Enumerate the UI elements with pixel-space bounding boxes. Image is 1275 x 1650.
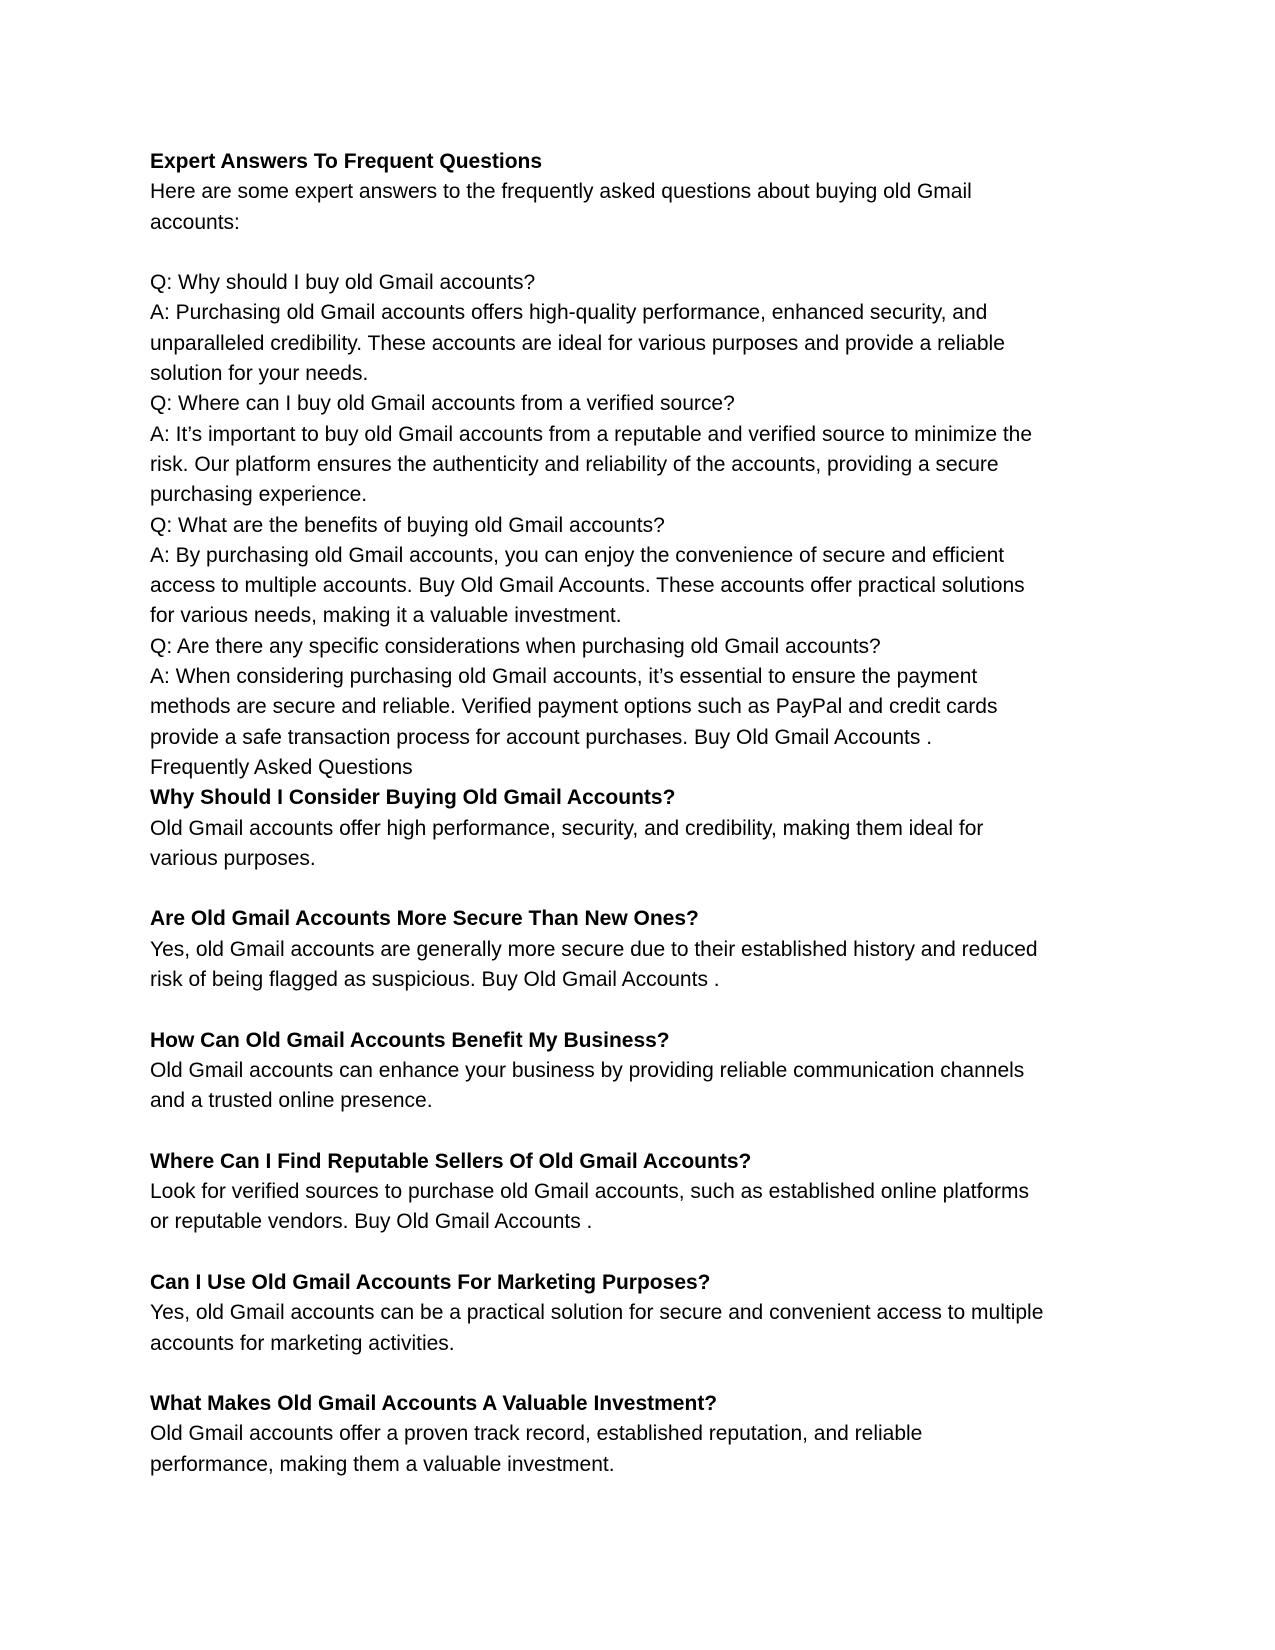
qa-answer-line: unparalleled credibility. These accounts are ideal for various purposes and provide a reliable bbox=[150, 331, 1005, 355]
qa-answer-line: A: Purchasing old Gmail accounts offers high-quality performance, enhanced security, and bbox=[150, 301, 988, 325]
document-page bbox=[150, 147, 1135, 1480]
faq-question: Where Can I Find Reputable Sellers Of Old Gmail Accounts? bbox=[150, 1149, 752, 1173]
faq-answer-line: risk of being flagged as suspicious. Buy Old Gmail Accounts . bbox=[150, 968, 720, 992]
qa-answer-line: A: It’s important to buy old Gmail accounts from a reputable and verified source to minimize the bbox=[150, 422, 1033, 446]
faq-question: Can I Use Old Gmail Accounts For Marketing Purposes? bbox=[150, 1270, 711, 1294]
qa-question: Q: Why should I buy old Gmail accounts? bbox=[150, 271, 536, 295]
qa-answer-line: risk. Our platform ensures the authenticity and reliability of the accounts, providing a secure bbox=[150, 452, 999, 476]
faq-answer-line: Old Gmail accounts offer a proven track record, established reputation, and reliable bbox=[150, 1422, 923, 1446]
qa-question: Q: Where can I buy old Gmail accounts from a verified source? bbox=[150, 392, 735, 416]
qa-answer-line: for various needs, making it a valuable investment. bbox=[150, 604, 622, 628]
faq-title: Frequently Asked Questions bbox=[150, 755, 413, 779]
faq-answer-line: or reputable vendors. Buy Old Gmail Accounts . bbox=[150, 1210, 593, 1234]
faq-question: Are Old Gmail Accounts More Secure Than New Ones? bbox=[150, 907, 699, 931]
qa-answer-line: solution for your needs. bbox=[150, 362, 369, 386]
faq-answer-line: and a trusted online presence. bbox=[150, 1089, 433, 1113]
qa-question: Q: What are the benefits of buying old Gmail accounts? bbox=[150, 513, 665, 537]
paragraph-gap bbox=[150, 238, 1135, 268]
paragraph-gap bbox=[150, 995, 1135, 1025]
qa-answer-line: access to multiple accounts. Buy Old Gmail Accounts. These accounts offer practical solutions bbox=[150, 574, 1025, 598]
qa-answer-line: purchasing experience. bbox=[150, 483, 368, 507]
paragraph-gap bbox=[150, 1238, 1135, 1268]
qa-answer-line: A: By purchasing old Gmail accounts, you can enjoy the convenience of secure and efficient bbox=[150, 543, 1005, 567]
faq-answer-line: accounts for marketing activities. bbox=[150, 1331, 455, 1355]
faq-answer-line: Yes, old Gmail accounts are generally more secure due to their established history and reduced bbox=[150, 937, 1038, 961]
faq-answer-line: Old Gmail accounts can enhance your business by providing reliable communication channels bbox=[150, 1058, 1025, 1082]
faq-answer-line: Look for verified sources to purchase old Gmail accounts, such as established online platforms bbox=[150, 1180, 1029, 1204]
intro-line: Here are some expert answers to the frequently asked questions about buying old Gmail bbox=[150, 180, 972, 204]
paragraph-gap bbox=[150, 874, 1135, 904]
faq-question: How Can Old Gmail Accounts Benefit My Business? bbox=[150, 1028, 670, 1052]
faq-question: What Makes Old Gmail Accounts A Valuable Investment? bbox=[150, 1392, 718, 1416]
faq-answer-line: Yes, old Gmail accounts can be a practical solution for secure and convenient access to multiple bbox=[150, 1301, 1044, 1325]
faq-answer-line: various purposes. bbox=[150, 846, 316, 870]
faq-answer-line: Old Gmail accounts offer high performance, security, and credibility, making them ideal for bbox=[150, 816, 984, 840]
paragraph-gap bbox=[150, 1359, 1135, 1389]
faq-answer-line: performance, making them a valuable investment. bbox=[150, 1452, 615, 1476]
faq-question: Why Should I Consider Buying Old Gmail Accounts? bbox=[150, 786, 676, 810]
section-heading: Expert Answers To Frequent Questions bbox=[150, 150, 543, 173]
qa-answer-line: methods are secure and reliable. Verified payment options such as PayPal and credit cards bbox=[150, 695, 998, 719]
paragraph-gap bbox=[150, 1117, 1135, 1147]
qa-answer-line: A: When considering purchasing old Gmail accounts, it’s essential to ensure the payment bbox=[150, 665, 978, 689]
qa-question: Q: Are there any specific considerations when purchasing old Gmail accounts? bbox=[150, 634, 881, 658]
intro-line: accounts: bbox=[150, 210, 240, 234]
qa-answer-line: provide a safe transaction process for account purchases. Buy Old Gmail Accounts . bbox=[150, 725, 933, 749]
